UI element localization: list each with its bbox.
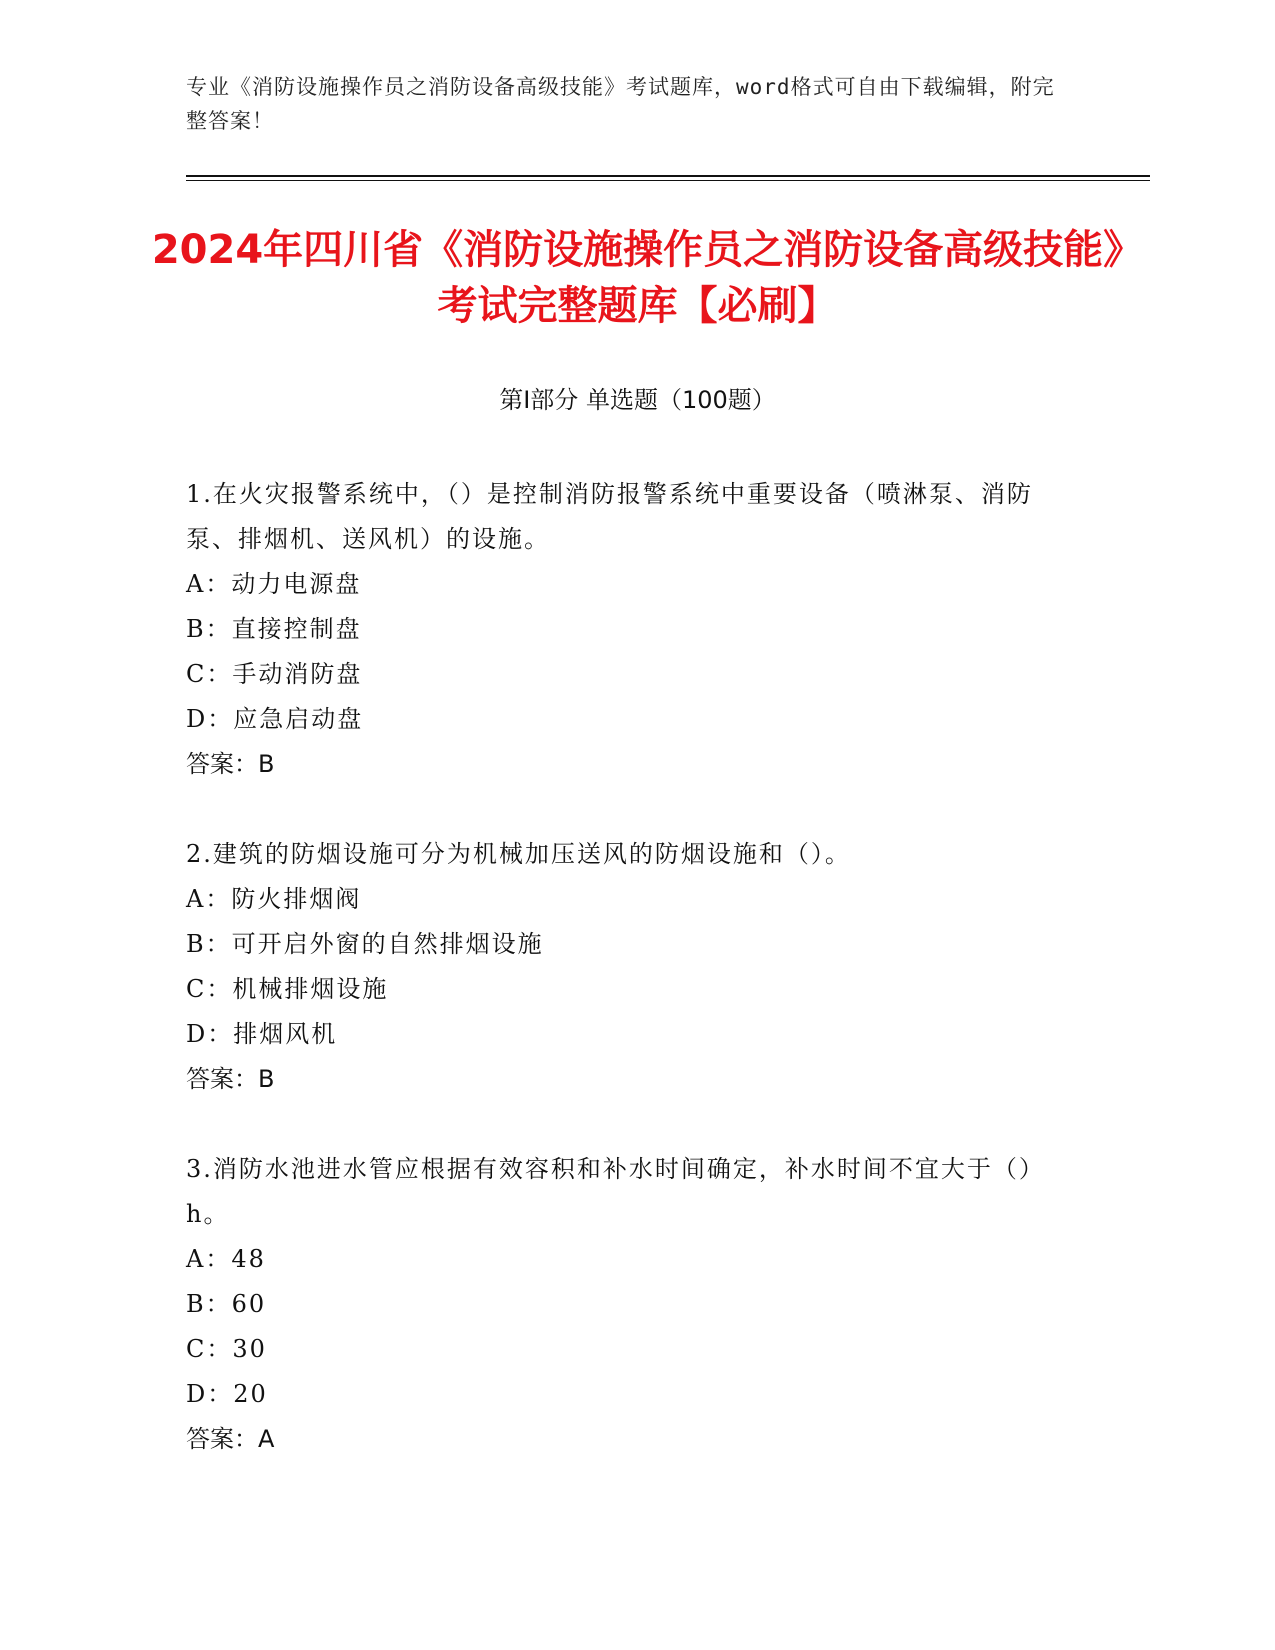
- question-1: [186, 472, 1076, 787]
- question-2: [186, 832, 1076, 1102]
- option-b: B：60: [186, 1290, 267, 1318]
- answer: 答案：B: [186, 750, 275, 778]
- question-spacer: [186, 787, 1076, 832]
- section-title: 第I部分 单选题（100题）: [499, 386, 776, 414]
- option-b: B：直接控制盘: [186, 615, 362, 643]
- option-a: A：防火排烟阀: [186, 885, 362, 913]
- option-a: A：动力电源盘: [186, 570, 362, 598]
- option-d: D：应急启动盘: [186, 705, 364, 733]
- answer: 答案：A: [186, 1425, 275, 1453]
- question-stem: 2.建筑的防烟设施可分为机械加压送风的防烟设施和（）。: [186, 840, 851, 868]
- option-d: D：20: [186, 1380, 268, 1408]
- header-divider-thick: [186, 175, 1150, 177]
- option-d: D：排烟风机: [186, 1020, 338, 1048]
- question-stem: 1.在火灾报警系统中，（）是控制消防报警系统中重要设备（喷淋泵、消防泵、排烟机、送风机）的设施。: [186, 480, 1033, 553]
- question-list: [186, 472, 1076, 1462]
- question-3: [186, 1147, 1076, 1462]
- answer: 答案：B: [186, 1065, 275, 1093]
- option-c: C：手动消防盘: [186, 660, 363, 688]
- option-a: A：48: [186, 1245, 266, 1273]
- option-b: B：可开启外窗的自然排烟设施: [186, 930, 544, 958]
- question-spacer: [186, 1102, 1076, 1147]
- header-note: 专业《消防设施操作员之消防设备高级技能》考试题库，word格式可自由下载编辑，附完整答案！: [186, 75, 1055, 133]
- header-divider-thin: [186, 180, 1150, 181]
- option-c: C：30: [186, 1335, 267, 1363]
- question-stem: 3.消防水池进水管应根据有效容积和补水时间确定，补水时间不宜大于（）h。: [186, 1155, 1045, 1228]
- document-title: 2024年四川省《消防设施操作员之消防设备高级技能》考试完整题库【必刷】: [151, 227, 1124, 329]
- option-c: C：机械排烟设施: [186, 975, 389, 1003]
